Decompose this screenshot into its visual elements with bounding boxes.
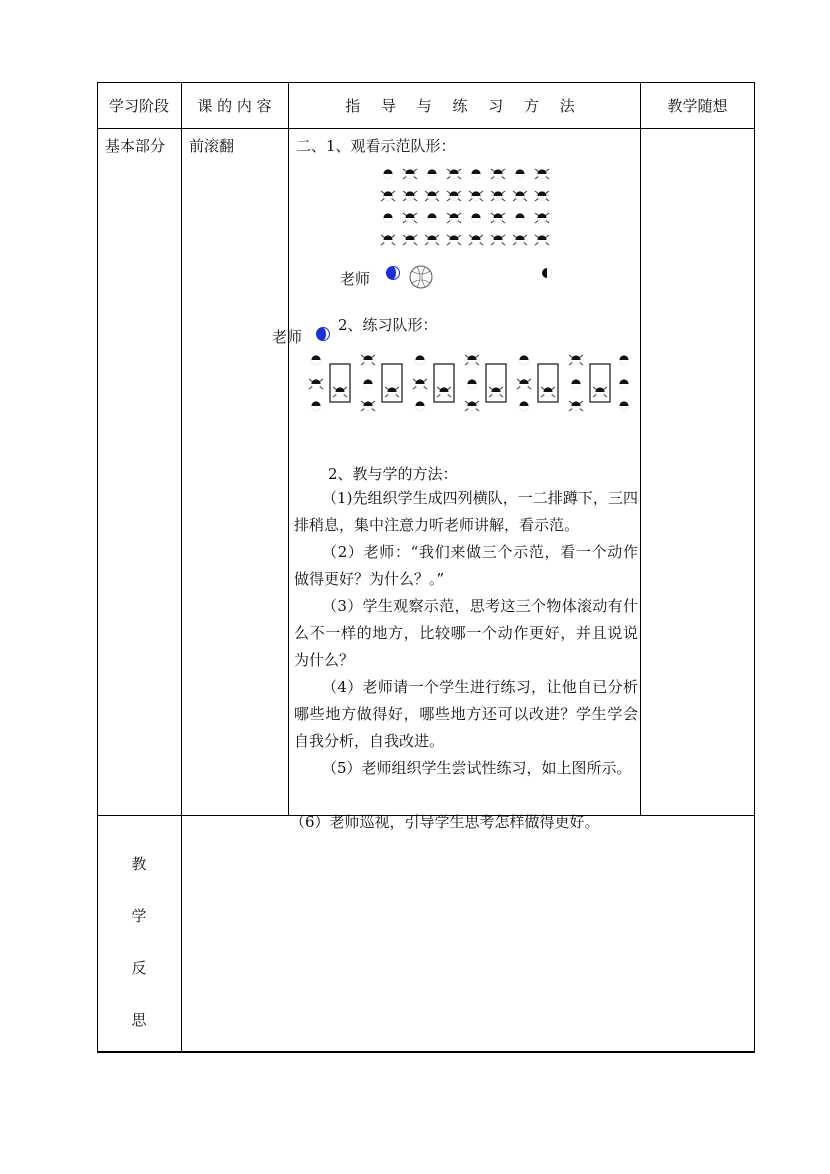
practice-formation-diagram bbox=[314, 352, 654, 422]
student-icon bbox=[311, 355, 320, 364]
col-divider-1 bbox=[181, 82, 182, 1053]
teacher-label-demo: 老师 bbox=[340, 270, 371, 288]
student-crouch-icon bbox=[447, 191, 461, 201]
student-crouch-icon bbox=[425, 235, 439, 245]
demo-formation-diagram bbox=[290, 160, 640, 280]
student-crouch-icon bbox=[361, 355, 375, 365]
student-icon bbox=[515, 169, 524, 178]
reflection-char-2: 学 bbox=[131, 907, 147, 925]
practice-formation-title: 2、练习队形： bbox=[338, 316, 438, 334]
student-crouch-icon bbox=[469, 191, 483, 201]
teacher-practice-icon bbox=[315, 326, 335, 346]
student-icon bbox=[415, 355, 424, 364]
header-divider bbox=[97, 128, 755, 129]
student-crouch-icon bbox=[465, 355, 479, 365]
reflection-char-4: 思 bbox=[131, 1011, 147, 1029]
header-stage: 学习阶段 bbox=[108, 96, 169, 115]
student-crouch-icon bbox=[569, 355, 583, 365]
student-icon bbox=[619, 401, 628, 410]
reflection-char-1: 教 bbox=[131, 855, 147, 873]
header-notes: 教学随想 bbox=[667, 96, 728, 115]
method-paragraph-6: （6）老师巡视，引导学生思考怎样做得更好。 bbox=[290, 813, 600, 831]
student-crouch-icon bbox=[535, 169, 549, 179]
student-crouch-icon bbox=[309, 379, 323, 389]
student-crouch-icon bbox=[403, 191, 417, 201]
student-icon bbox=[519, 401, 528, 410]
student-icon bbox=[471, 169, 480, 178]
method-paragraph-2: （2）老师：“我们来做三个示范，看一个动作做得更好？为什么？。” bbox=[294, 543, 638, 588]
student-crouch-icon bbox=[381, 235, 395, 245]
teacher-demo-icon bbox=[385, 265, 409, 289]
student-icon bbox=[383, 213, 392, 222]
student-crouch-icon bbox=[513, 191, 527, 201]
student-crouch-icon bbox=[491, 235, 505, 245]
student-crouch-icon bbox=[491, 169, 505, 179]
student-grid bbox=[381, 169, 549, 245]
student-crouch-icon bbox=[469, 235, 483, 245]
demo-formation-title: 二、1、观看示范队形： bbox=[296, 137, 456, 155]
student-icon bbox=[471, 213, 480, 222]
student-icon bbox=[619, 355, 628, 364]
student-crouch-icon bbox=[447, 213, 461, 223]
demo-student-icon bbox=[541, 267, 555, 281]
student-icon bbox=[415, 401, 424, 410]
student-crouch-icon bbox=[569, 401, 583, 411]
student-crouch-icon bbox=[447, 235, 461, 245]
student-crouch-icon bbox=[403, 213, 417, 223]
content-forward-roll: 前滚翻 bbox=[189, 137, 235, 155]
teacher-label-practice: 老师 bbox=[272, 328, 303, 346]
student-crouch-icon bbox=[491, 191, 505, 201]
student-crouch-icon bbox=[513, 235, 527, 245]
student-crouch-icon bbox=[535, 191, 549, 201]
student-crouch-icon bbox=[381, 191, 395, 201]
student-crouch-icon bbox=[413, 379, 427, 389]
ball-icon bbox=[409, 265, 439, 295]
student-icon bbox=[427, 169, 436, 178]
col-divider-2 bbox=[288, 82, 289, 815]
method-paragraph-4: （4）老师请一个学生进行练习，让他自已分析哪些地方做得好，哪些地方还可以改进？学生学会自我分析，自我改进。 bbox=[294, 678, 638, 750]
header-content: 课 的 内 容 bbox=[197, 96, 272, 115]
col-divider-3 bbox=[640, 82, 641, 815]
lesson-table bbox=[97, 82, 757, 1056]
methods-title: 2、教与学的方法： bbox=[328, 465, 458, 483]
stage-basic: 基本部分 bbox=[105, 137, 166, 155]
student-crouch-icon bbox=[403, 169, 417, 179]
student-icon bbox=[467, 379, 476, 388]
student-crouch-icon bbox=[535, 213, 549, 223]
student-crouch-icon bbox=[425, 191, 439, 201]
method-paragraph-3: （3）学生观察示范，思考这三个物体滚动有什么不一样的地方，比较哪一个动作更好，并且说说为什么？ bbox=[294, 597, 638, 669]
practice-groups bbox=[309, 355, 629, 411]
header-method: 指 导 与 练 习 方 法 bbox=[345, 96, 583, 115]
student-icon bbox=[383, 169, 392, 178]
student-icon bbox=[515, 213, 524, 222]
student-crouch-icon bbox=[403, 235, 417, 245]
method-paragraph-1: （1)先组织学生成四列横队，一二排蹲下，三四排稍息，集中注意力听老师讲解，看示范。 bbox=[294, 489, 638, 534]
reflection-char-3: 反 bbox=[131, 959, 147, 977]
student-icon bbox=[519, 355, 528, 364]
student-crouch-icon bbox=[465, 401, 479, 411]
method-cell bbox=[272, 130, 640, 850]
student-icon bbox=[427, 213, 436, 222]
student-icon bbox=[619, 379, 628, 388]
student-crouch-icon bbox=[491, 213, 505, 223]
student-icon bbox=[571, 379, 580, 388]
student-icon bbox=[363, 379, 372, 388]
method-paragraph-5: （5）老师组织学生尝试性练习，如上图所示。 bbox=[322, 759, 632, 777]
student-crouch-icon bbox=[535, 235, 549, 245]
student-crouch-icon bbox=[517, 379, 531, 389]
student-icon bbox=[311, 401, 320, 410]
student-crouch-icon bbox=[361, 401, 375, 411]
student-crouch-icon bbox=[447, 169, 461, 179]
